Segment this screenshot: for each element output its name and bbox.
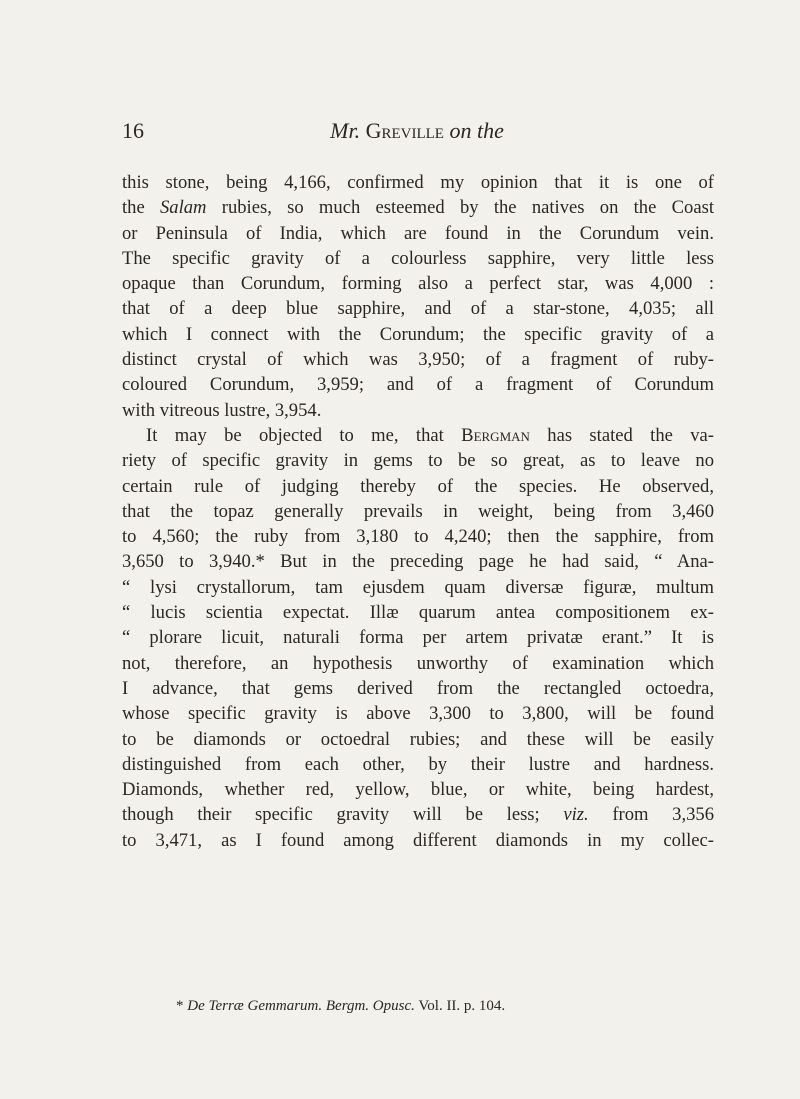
text-line: that of a deep blue sapphire, and of a star-stone, 4,035; all bbox=[122, 298, 714, 320]
text-segment: from 3,356 bbox=[588, 804, 714, 826]
text-line: coloured Corundum, 3,959; and of a fragment of Corundum bbox=[122, 374, 714, 396]
text-line: riety of specific gravity in gems to be so great, as to leave no bbox=[122, 450, 714, 472]
small-caps-name: Bergman bbox=[461, 424, 530, 446]
text-segment: rubies, so much esteemed by the natives on the Coast bbox=[206, 197, 714, 219]
running-head-name: Greville bbox=[365, 118, 444, 143]
footnote-author: Bergm. Opusc. bbox=[325, 998, 415, 1014]
text-line bbox=[122, 423, 714, 448]
text-line: distinct crystal of which was 3,950; of a fragment of ruby- bbox=[122, 349, 714, 371]
text-line: whose specific gravity is above 3,300 to 3,800, will be found bbox=[122, 703, 714, 725]
italic-segment: Salam bbox=[160, 197, 207, 219]
footnote-reference: Vol. II. p. 104. bbox=[418, 998, 506, 1014]
text-line: or Peninsula of India, which are found in the Corundum vein. bbox=[122, 222, 714, 244]
text-line: to 3,471, as I found among different diamonds in my collec- bbox=[122, 829, 714, 851]
text-line: “ plorare licuit, naturali forma per artem privatæ erant.” It is bbox=[122, 627, 714, 649]
text-segment: has stated the va- bbox=[529, 424, 714, 446]
text-line: The specific gravity of a colourless sapphire, very little less bbox=[122, 247, 714, 269]
text-line: that the topaz generally prevails in weight, being from 3,460 bbox=[122, 500, 714, 522]
running-head-suffix: on the bbox=[449, 118, 504, 143]
footnote-title: De Terræ Gemmarum. bbox=[187, 998, 323, 1014]
text-line bbox=[122, 802, 714, 827]
text-segment: the bbox=[122, 197, 160, 219]
text-segment: It may be objected to me, that bbox=[146, 424, 462, 446]
text-line: “ lysi crystallorum, tam ejusdem quam diversæ figuræ, multum bbox=[122, 576, 714, 598]
text-line: “ lucis scientia expectat. Illæ quarum antea compositionem ex- bbox=[122, 602, 714, 624]
page-number: 16 bbox=[122, 118, 144, 143]
footnote bbox=[176, 998, 736, 1015]
text-segment: though their specific gravity will be less; bbox=[122, 804, 564, 826]
text-line: which I connect with the Corundum; the specific gravity of a bbox=[122, 323, 714, 345]
text-line: 3,650 to 3,940.* But in the preceding page he had said, “ Ana- bbox=[122, 551, 714, 573]
italic-segment: viz. bbox=[563, 804, 589, 826]
text-line: certain rule of judging thereby of the species. He observed, bbox=[122, 475, 714, 497]
running-head bbox=[122, 118, 712, 144]
text-line: this stone, being 4,166, confirmed my opinion that it is one of bbox=[122, 172, 714, 193]
text-line bbox=[122, 195, 714, 220]
footnote-marker: * bbox=[176, 998, 184, 1014]
text-line: distinguished from each other, by their lustre and hardness. bbox=[122, 753, 714, 775]
text-line: to be diamonds or octoedral rubies; and these will be easily bbox=[122, 728, 714, 750]
text-line: Diamonds, whether red, yellow, blue, or white, being hardest, bbox=[122, 779, 714, 801]
text-line: to 4,560; the ruby from 3,180 to 4,240; then the sapphire, from bbox=[122, 526, 714, 548]
text-line: opaque than Corundum, forming also a perfect star, was 4,000 : bbox=[122, 273, 714, 295]
body-text bbox=[122, 170, 714, 853]
running-head-prefix: Mr. bbox=[330, 118, 361, 143]
text-line: with vitreous lustre, 3,954. bbox=[122, 399, 322, 421]
text-line: I advance, that gems derived from the rectangled octoedra, bbox=[122, 677, 714, 699]
text-line: not, therefore, an hypothesis unworthy of examination which bbox=[122, 652, 714, 674]
page-header bbox=[122, 118, 712, 148]
